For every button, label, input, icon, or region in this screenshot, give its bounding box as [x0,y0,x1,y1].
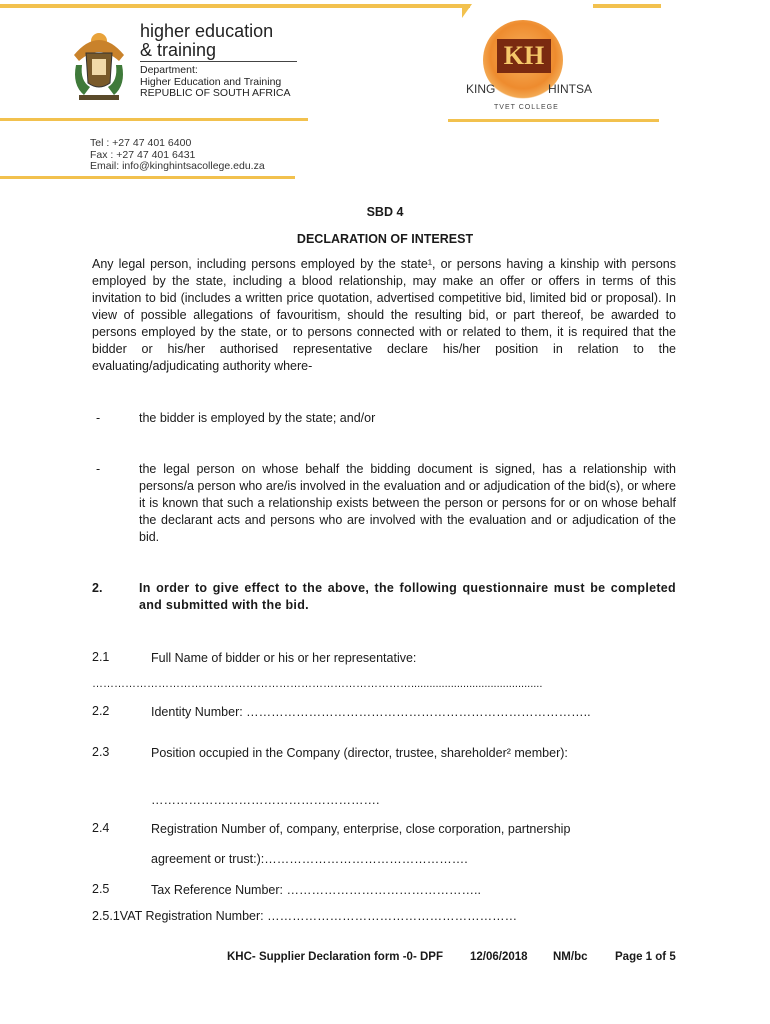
q21-label: Full Name of bidder or his or her representative: [151,651,417,665]
header-top-bar-left [0,4,470,8]
college-logo-subtitle: TVET COLLEGE [494,104,559,111]
dept-line2: Higher Education and Training [140,75,282,88]
section2-number: 2. [92,581,103,595]
q24-number: 2.4 [92,821,110,835]
college-logo-king: KING [466,82,496,96]
dept-details [140,65,291,100]
dept-title-line2: & training [140,40,217,60]
q24-answer-line[interactable]: agreement or trust:):…………………………………………. [151,852,468,866]
dept-divider [140,61,297,62]
dept-title [140,22,273,60]
college-logo-hintsa: HINTSA [548,82,593,96]
q23-number: 2.3 [92,745,110,759]
q21-number: 2.1 [92,650,110,664]
doc-title: DECLARATION OF INTEREST [296,232,474,246]
q23-answer-line[interactable]: ………………………………………………. [151,793,380,807]
footer-date: 12/06/2018 [470,951,528,963]
college-logo-letters: KH [497,39,551,73]
dept-title-line1: higher education [140,21,274,41]
footer-page-number: Page 1 of 5 [615,951,676,963]
q23-label: Position occupied in the Company (director, trustee, shareholder² member): [151,746,568,760]
q22-label[interactable]: Identity Number: ……………………………………………………………………….. [151,705,591,719]
section2-text: In order to give effect to the above, the following questionnaire must be completed and submitted with the bid. [139,581,676,612]
bullet-dash-2: - [96,462,101,476]
bullet-text-1: the bidder is employed by the state; and/or [139,411,376,425]
footer-reference: NM/bc [553,951,588,963]
header-bottom-bar-left [0,118,308,121]
q22-number: 2.2 [92,704,110,718]
coat-of-arms-logo [64,25,134,105]
dept-line3: REPUBLIC OF SOUTH AFRICA [140,87,291,99]
q251-label[interactable]: 2.5.1VAT Registration Number: …………………………………………………… [92,909,518,923]
q25-label[interactable]: Tax Reference Number: ……………………………………….. [151,883,481,897]
footer-form-name: KHC- Supplier Declaration form -0- DPF [227,951,443,963]
header-top-bar-right [593,4,661,8]
contact-email: Email: info@kinghintsacollege.edu.za [90,160,265,172]
doc-code: SBD 4 [366,205,404,219]
dept-line1: Department: [140,64,198,76]
bullet-text-2: the legal person on whose behalf the bidding document is signed, has a relationship with persons/a person who are/is involved in the evaluation and or adjudication of the bid(s), or where it is known that such a relationship exists between the person or persons for or on whose behalf the declarant acts and persons who are involved with the evaluation and or adjudication of the bid. [139,462,676,544]
header-bar-wedge [462,4,472,18]
intro-paragraph: Any legal person, including persons employed by the state¹, or persons having a kinship with persons employed by the state, including a blood relationship, may make an offer or offers in terms of this invitation to bid (includes a written price quotation, advertised competitive bid, limited bid or proposal). In view of possible allegations of favouritism, should the resulting bid, or part thereof, be awarded to persons employed by the state, or to persons connected with or related to them, it is required that the bidder or his/her authorised representative declare his/her position in relation to the evaluating/adjudicating authority where- [92,257,676,373]
contact-fax: Fax : +27 47 401 6431 [90,148,196,161]
contact-block [90,138,265,173]
header-bottom-bar-right [448,119,659,122]
q24-label: Registration Number of, company, enterprise, close corporation, partnership [151,822,571,836]
contact-tel: Tel : +27 47 401 6400 [90,137,192,149]
q21-answer-line[interactable]: ……………………………………………………………………………........................................... [92,678,543,690]
q25-number: 2.5 [92,882,110,896]
contact-bottom-bar [0,176,295,179]
bullet-dash-1: - [96,411,101,425]
